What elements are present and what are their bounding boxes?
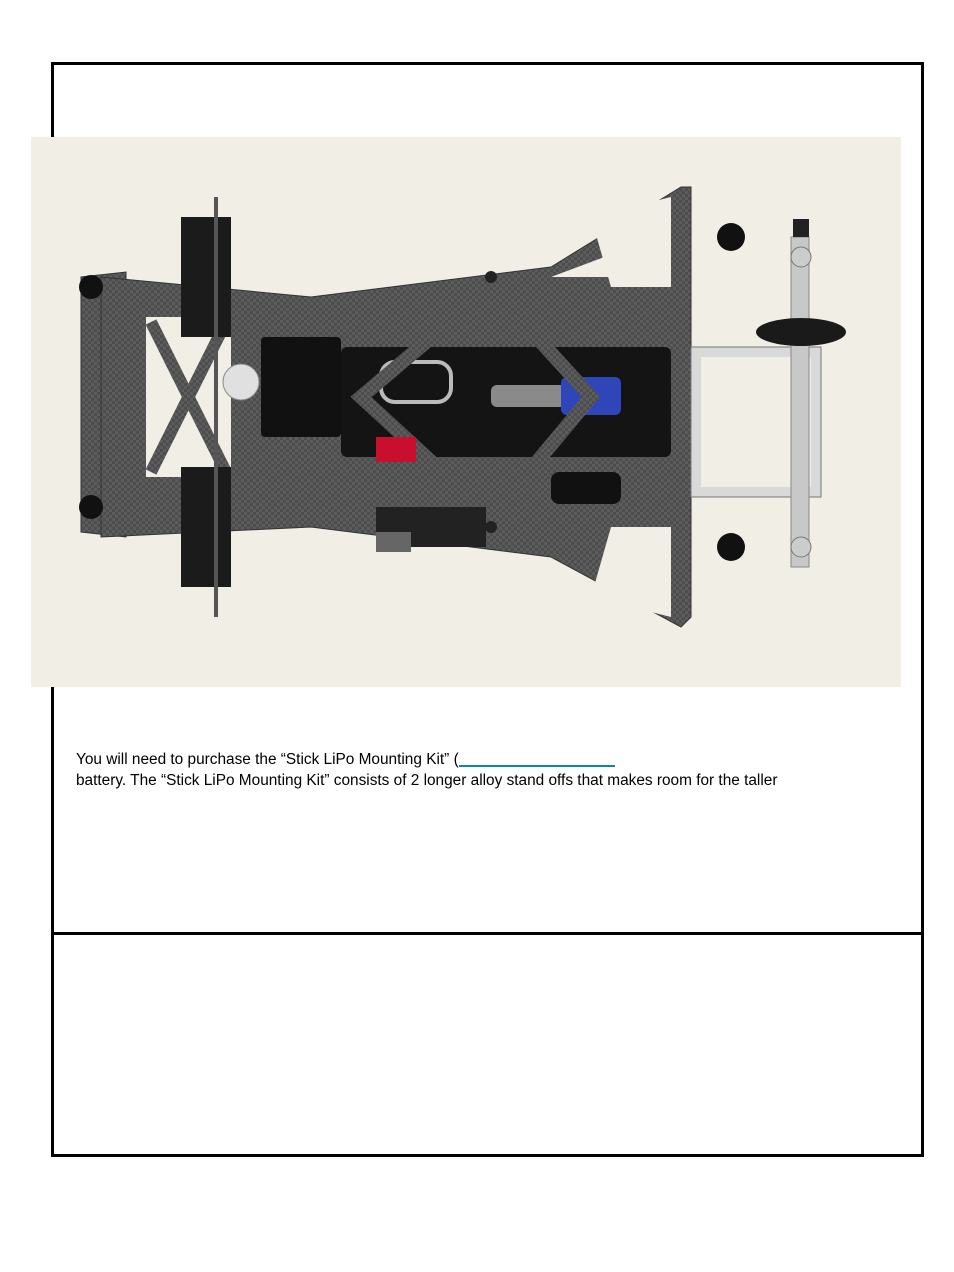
paragraph-line-1-text: You will need to purchase the “Stick LiPo Mounting Kit” ( — [76, 751, 459, 768]
part-number-link[interactable] — [459, 751, 615, 767]
paragraph-line-2: battery. The “Stick LiPo Mounting Kit” consists of 2 longer alloy stand offs that makes room for the taller — [76, 772, 778, 789]
paragraph-line-1 — [76, 750, 615, 769]
rc-car-chassis-icon — [31, 137, 901, 687]
chassis-photo — [31, 137, 901, 687]
bottom-section-frame — [51, 932, 924, 1157]
